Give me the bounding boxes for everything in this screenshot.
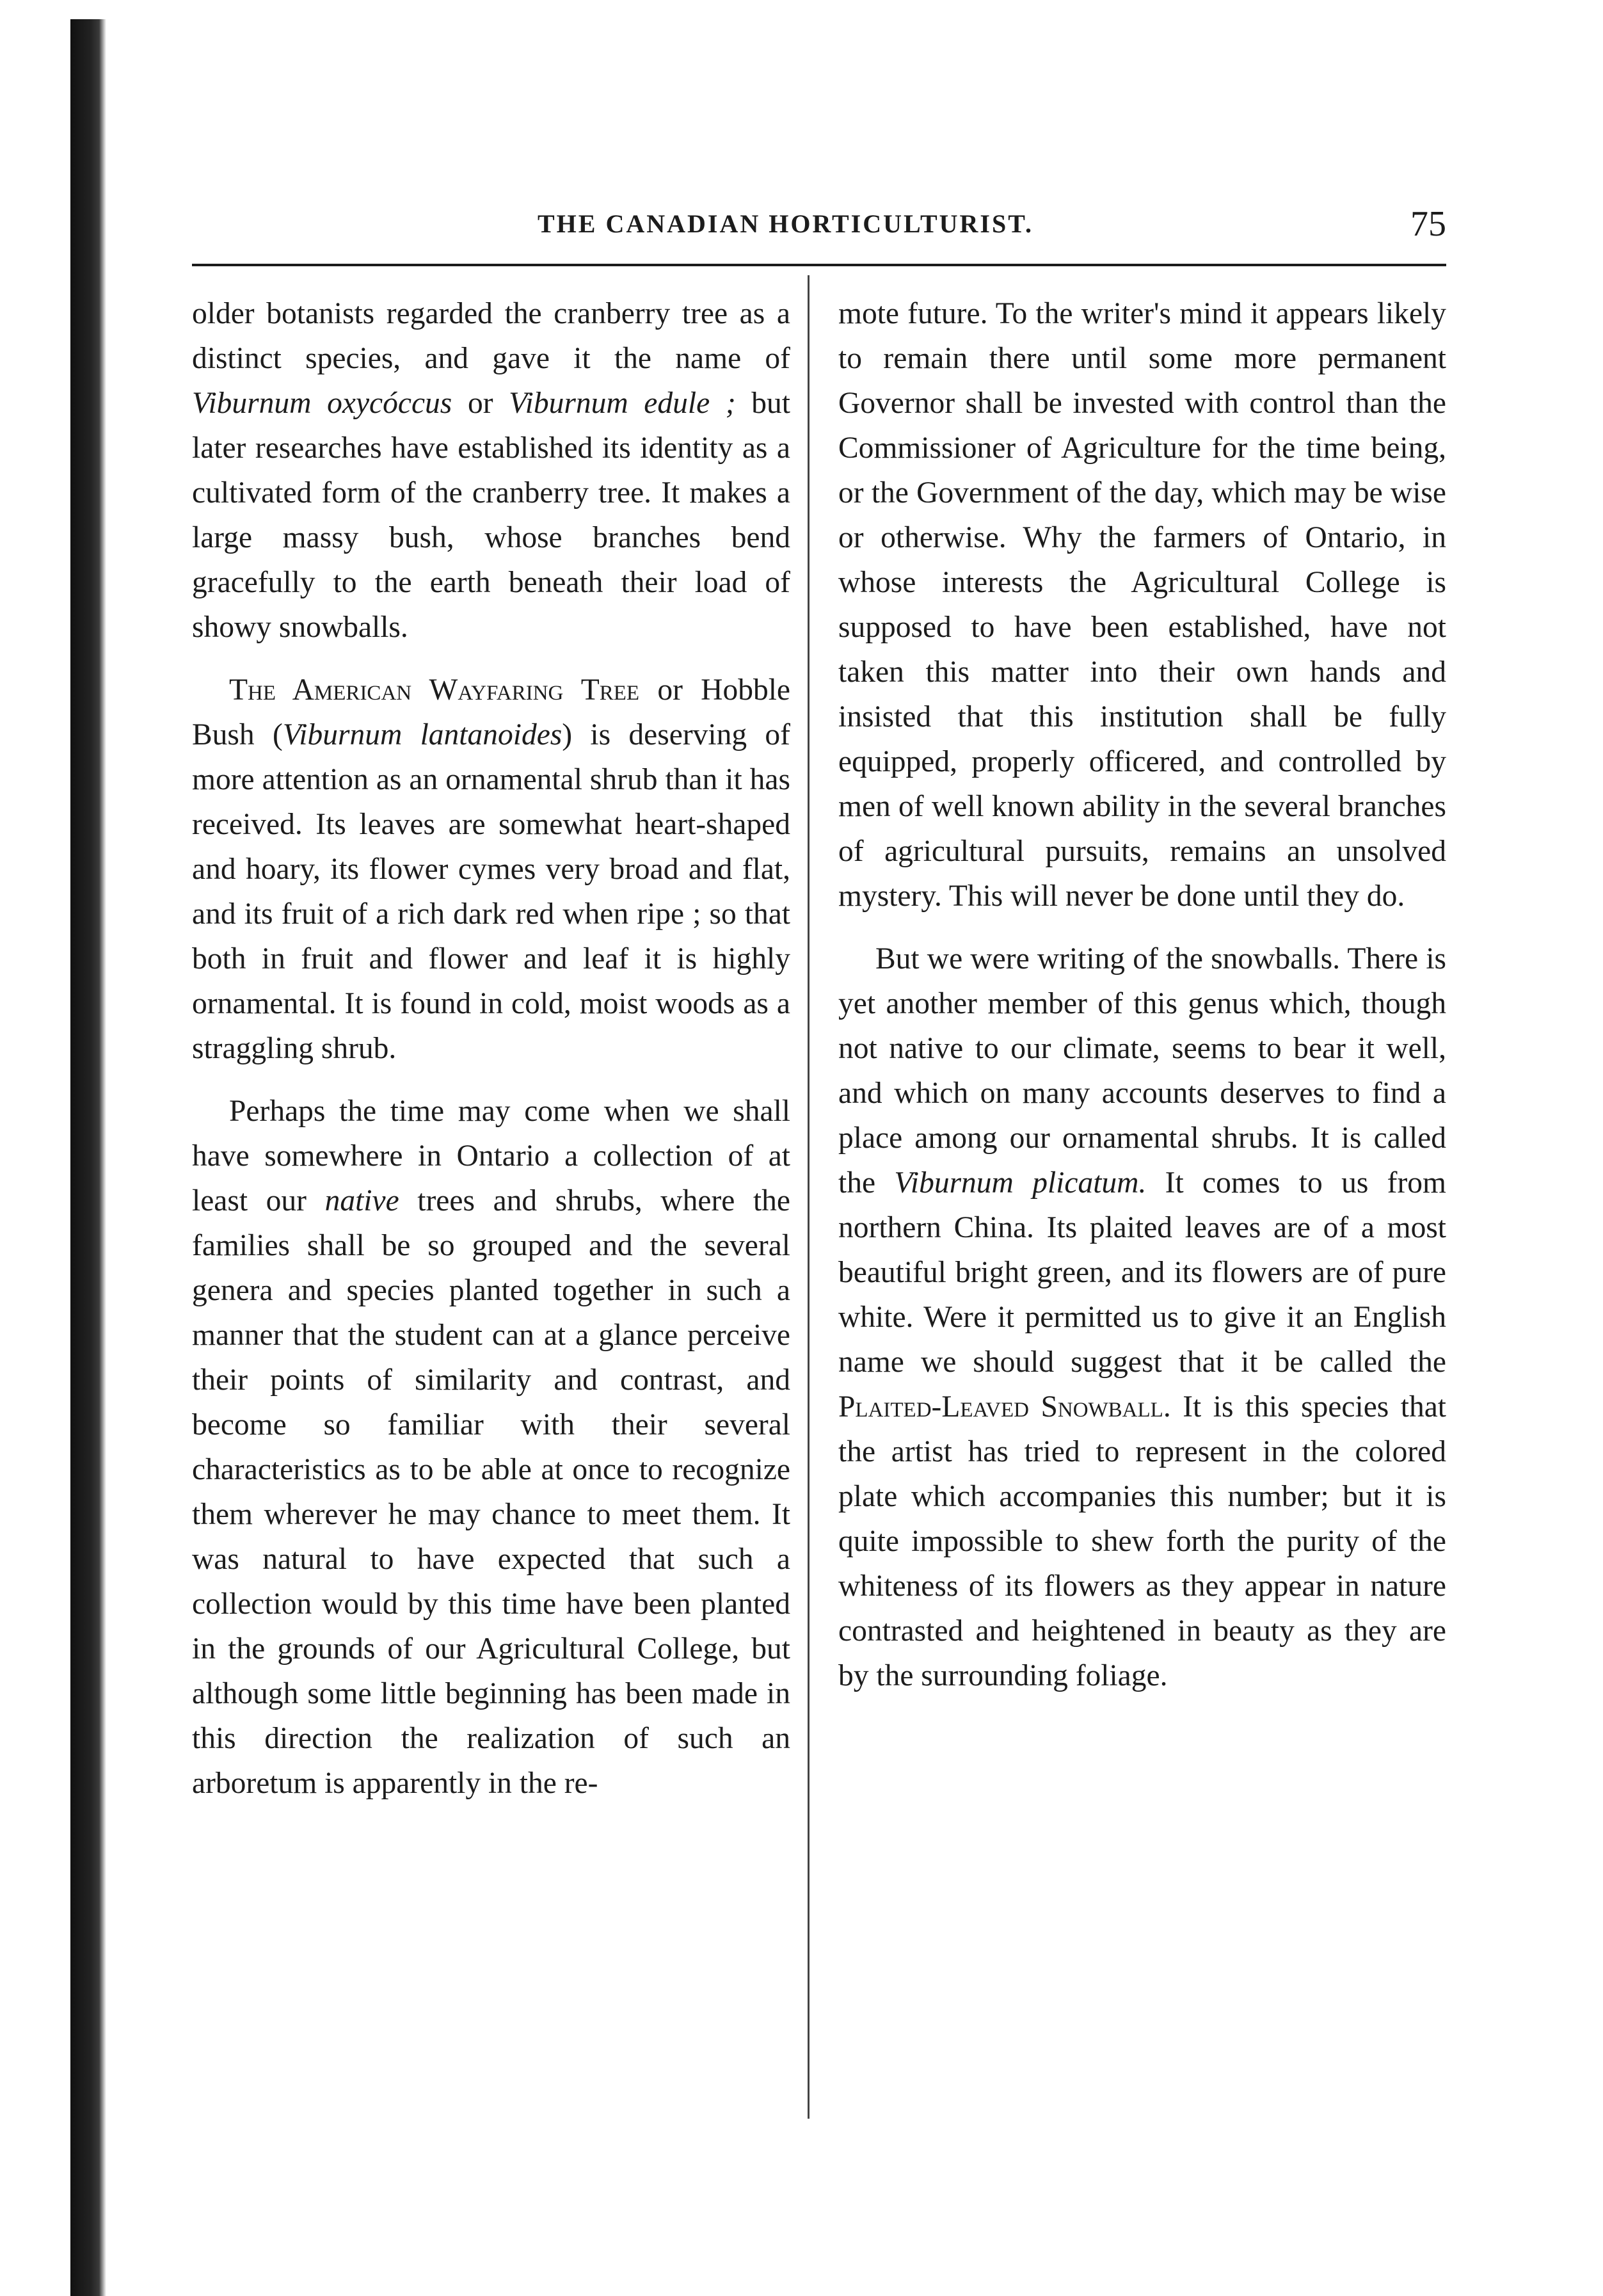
text-run: It comes to us from northern China. Its plaited leaves are of a most beautiful bright green, and its flowers are of pure white. Were it permitted us to give it an English name we should suggest that it be called the [838, 1166, 1446, 1379]
paragraph-cranberry [192, 291, 790, 650]
text-run: or Hobble Bush ( [192, 673, 790, 751]
left-column [192, 291, 790, 1824]
binding-edge [70, 19, 106, 2296]
species-name: Viburnum lantanoides [282, 718, 562, 751]
text-run: older botanists regarded the cranberry tree as a distinct species, and gave it the name of [192, 297, 790, 375]
text-run: mote future. To the writer's mind it appears likely to remain there until some more permanent Governor shall be invested with control than the Commissioner of Agriculture for the time being, or the Government of the day, which may be wise or otherwise. Why the farmers of Ontario, in whose interests the Agricultural College is supposed to have been established, have not taken this matter into their own hands and insisted that this institution shall be fully equipped, properly officered, and controlled by men of well known ability in the several branches of agricultural pursuits, remains an unsolved mystery. This will never be done until they do. [838, 297, 1446, 913]
paragraph-snowball [838, 936, 1446, 1698]
header-rule [192, 264, 1446, 266]
text-run: ) is deserving of more attention as an ornamental shrub than it has received. Its leaves are somewhat heart-shaped and hoary, its flower cymes very broad and flat, and its fruit of a rich dark red when ripe ; so that both in fruit and flower and leaf it is highly ornamental. It is found in cold, moist woods as a straggling shrub. [192, 718, 790, 1065]
plant-name: Plaited-Leaved Snowball. [838, 1390, 1171, 1424]
running-head: THE CANADIAN HORTICULTURIST. [538, 209, 1033, 238]
column-divider [808, 275, 809, 2119]
plant-name: The American Wayfaring Tree [229, 673, 640, 707]
species-name: Viburnum oxycóccus [192, 387, 452, 420]
text-run: trees and shrubs, where the families shall be so grouped and the several genera and species planted together in such a manner that the student can at a glance perceive their points of similarity and contrast, and become so familiar with their several characteristics as to be able at once to recognize them wherever he may chance to meet them. It was natural to have expected that such a collection would by this time have been planted in the grounds of our Agricultural College, but although some little beginning has been made in this direction the realization of such an arboretum is apparently in the re- [192, 1184, 790, 1800]
right-column [838, 291, 1446, 1716]
species-name: Viburnum edule ; [509, 387, 736, 420]
paragraph-wayfaring-tree [192, 668, 790, 1071]
text-run: But we were writing of the snowballs. There is yet another member of this genus which, though not native to our climate, seems to bear it well, and which on many accounts deserves to find a place among our ornamental shrubs. It is called the [838, 942, 1446, 1200]
text-run: It is this species that the artist has tried to represent in the colored plate which accompanies this number; but it is quite impossible to shew forth the purity of the whiteness of its flowers as they appear in nature contrasted and heightened in beauty as they are by the surrounding foliage. [838, 1390, 1447, 1692]
paragraph-arboretum [192, 1089, 790, 1806]
paragraph-agricultural-college [838, 291, 1446, 919]
page-header [192, 204, 1446, 255]
text-run: or [452, 387, 509, 420]
species-name: Viburnum plicatum. [894, 1166, 1147, 1200]
text-run: but later researches have established its identity as a cultivated form of the cranberry tree. It makes a large massy bush, whose branches bend gracefully to the earth beneath their load of showy snowballs. [192, 387, 790, 644]
text-run: Perhaps the time may come when we shall have somewhere in Ontario a collection of at least our [192, 1095, 790, 1217]
page-number: 75 [1410, 204, 1446, 244]
emphasis: native [324, 1184, 399, 1217]
